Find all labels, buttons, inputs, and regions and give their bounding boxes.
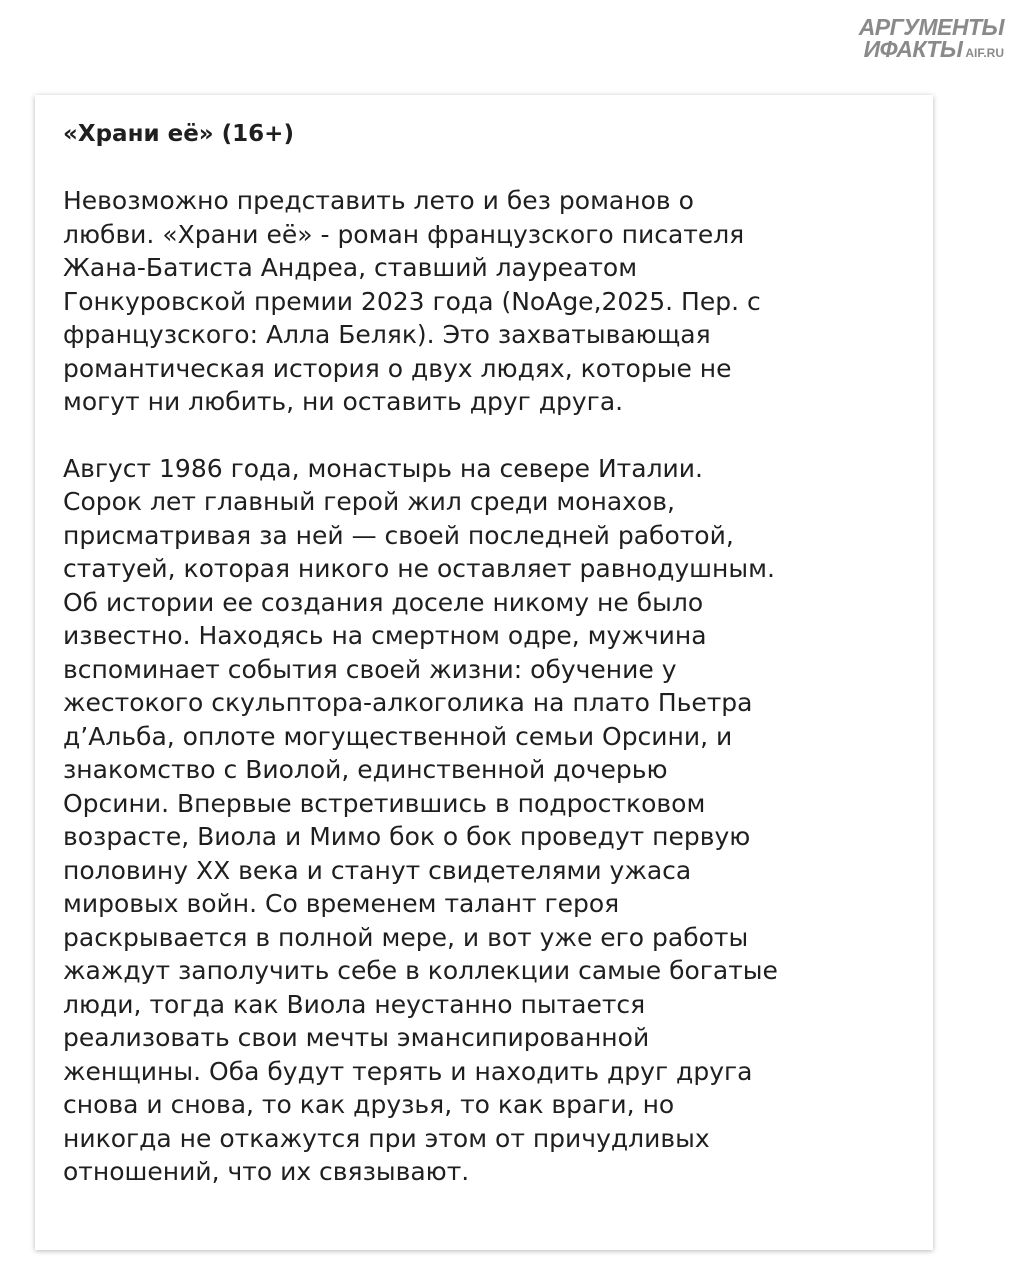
- plot-paragraph: [63, 452, 905, 1189]
- text-line: знакомство с Виолой, единственной дочерью: [63, 755, 668, 784]
- text-line: женщины. Оба будут терять и находить друг друга: [63, 1056, 753, 1086]
- text-line: Орсини. Впервые встретившись в подростковом: [63, 788, 706, 818]
- text-line: Жана-Батиста Андреа, ставший лауреатом: [63, 253, 638, 282]
- text-line: Август 1986 года, монастырь на севере Италии.: [63, 453, 703, 483]
- text-line: известно. Находясь на смертном одре, мужчина: [63, 621, 707, 650]
- text-line: мировых войн. Со временем талант героя: [63, 889, 620, 918]
- text-line: присматривая за ней — своей последней работой,: [63, 520, 734, 550]
- logo-site-text: AIF.RU: [965, 46, 1004, 60]
- text-line: реализовать свои мечты эмансипированной: [63, 1023, 650, 1052]
- text-line: Невозможно представить лето и без романов о: [63, 186, 694, 215]
- text-line: половину ХХ века и станут свидетелями ужаса: [63, 855, 692, 885]
- text-line: могут ни любить, ни оставить друг друга.: [63, 387, 624, 416]
- text-line: любви. «Храни её» - роман французского писателя: [63, 219, 745, 249]
- aif-logo: [829, 14, 1004, 64]
- text-line: д’Альба, оплоте могущественной семьи Орсини, и: [63, 721, 733, 751]
- article-card: [35, 95, 933, 1250]
- text-line: романтическая история о двух людях, которые не: [63, 353, 732, 383]
- text-line: раскрывается в полной мере, и вот уже его работы: [63, 922, 749, 952]
- text-line: жаждут заполучить себе в коллекции самые богатые: [63, 956, 778, 985]
- text-line: французского: Алла Беляк). Это захватывающая: [63, 320, 711, 349]
- text-line: люди, тогда как Виола неустанно пытается: [63, 989, 646, 1019]
- text-line: статуей, которая никого не оставляет равнодушным.: [63, 554, 775, 583]
- text-line: Об истории ее создания доселе никому не было: [63, 587, 704, 617]
- text-line: жестокого скульптора-алкоголика на плато Пьетра: [63, 688, 753, 717]
- text-line: никогда не откажутся при этом от причудливых: [63, 1123, 710, 1153]
- logo-line-fakty: [864, 36, 1004, 66]
- intro-paragraph: [63, 184, 905, 419]
- text-line: возрасте, Виола и Мимо бок о бок проведут первую: [63, 822, 751, 851]
- text-line: Гонкуровской премии 2023 года (NoAge,2025. Пер. с: [63, 286, 761, 316]
- text-line: вспоминает события своей жизни: обучение у: [63, 654, 677, 684]
- text-line: Сорок лет главный герой жил среди монахов,: [63, 487, 675, 516]
- text-line: снова и снова, то как друзья, то как враги, но: [63, 1090, 675, 1119]
- logo-line-argumenty: АРГУМЕНТЫ: [858, 14, 1004, 40]
- book-title: «Храни её» (16+): [63, 121, 294, 147]
- logo-fakty-text: ИФАКТЫ: [863, 36, 963, 62]
- text-line: отношений, что их связывают.: [63, 1157, 470, 1186]
